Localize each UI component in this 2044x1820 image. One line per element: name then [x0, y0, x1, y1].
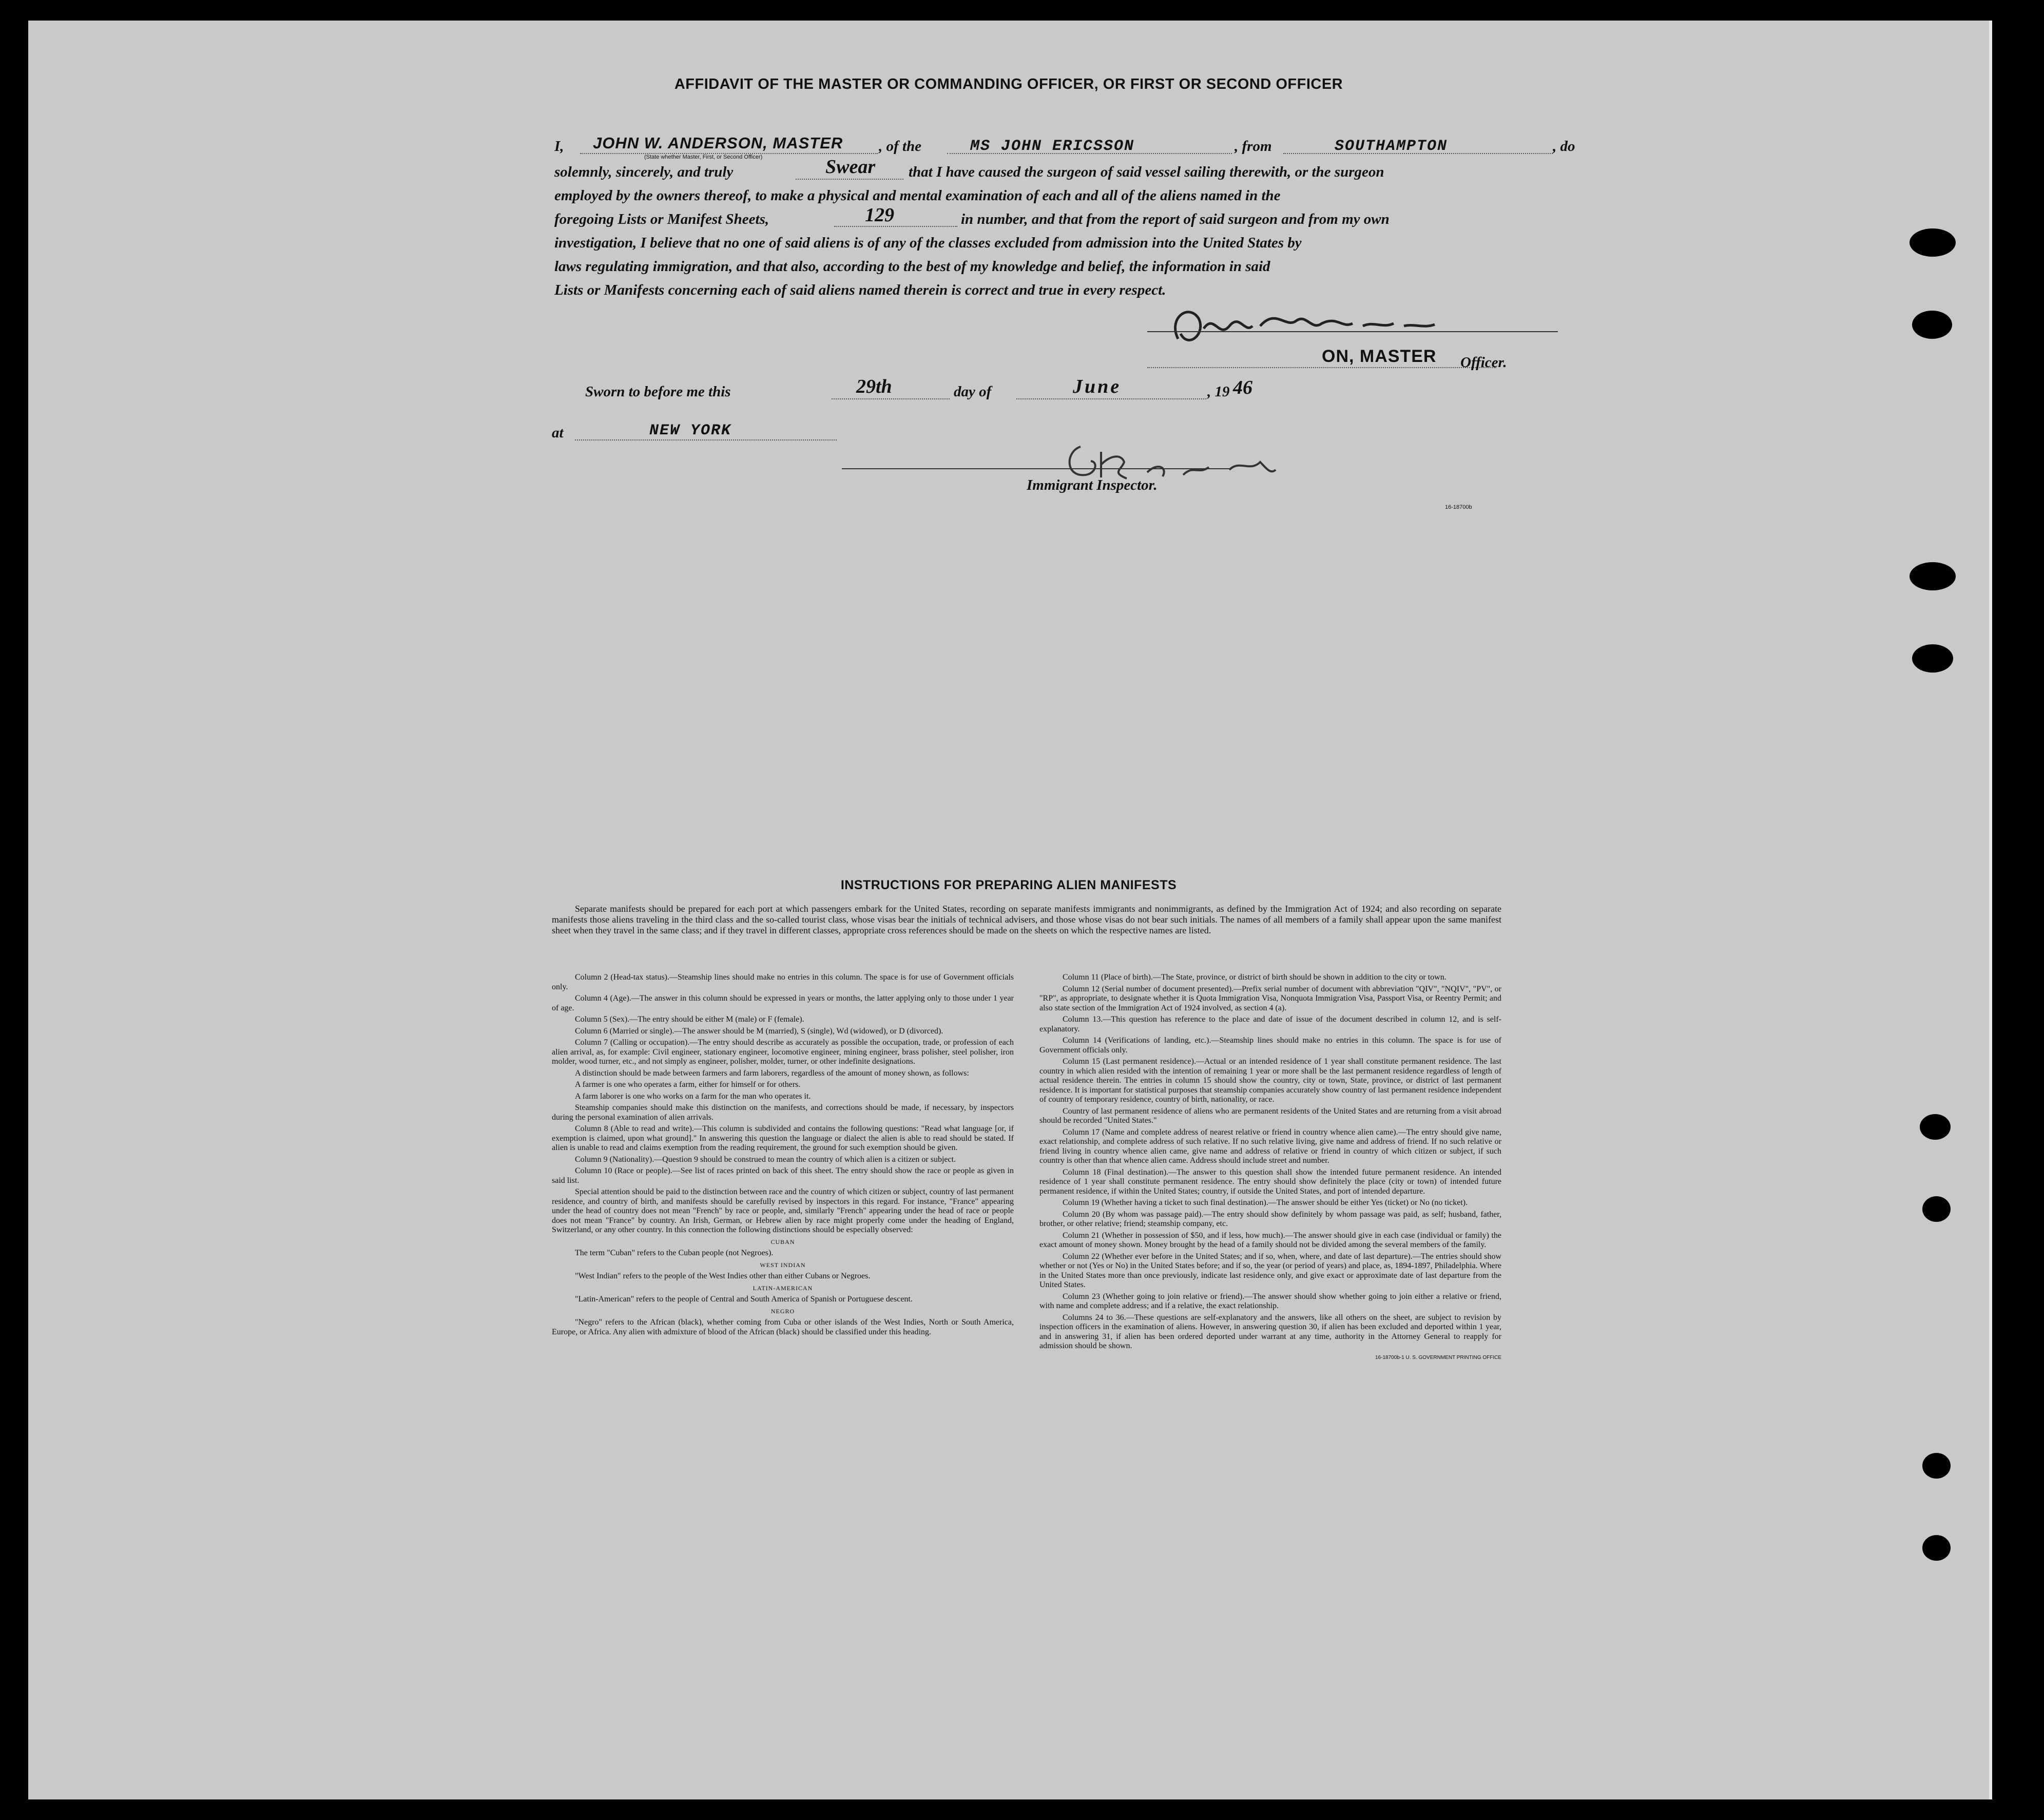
of-the-label: , of the: [879, 138, 921, 155]
state-note: (State whether Master, First, or Second Officer): [644, 154, 763, 160]
affidavit-line-7: Lists or Manifests concerning each of said aliens named therein is correct and true in every respect.: [554, 282, 1166, 298]
i-label: I,: [554, 138, 564, 155]
heading-negro: NEGRO: [770, 1307, 795, 1315]
at-label: at: [552, 425, 564, 441]
left-para-1: Column 2 (Head-tax status).—Steamship lines should make no entries in this column. The space is for use of Government officials only.: [552, 973, 1014, 991]
right-para-3: Column 13.—This question has reference to the place and date of issue of the document described in column 12, and is self-explanatory.: [1039, 1015, 1501, 1033]
left-para-4: Column 6 (Married or single).—The answer should be M (married), S (single), Wd (widowed), or D (divorced).: [575, 1026, 943, 1036]
right-para-11: Column 21 (Whether in possession of $50, and if less, how much).—The answer should give in each case (individual or family) the exact amount of money shown. Money brought by the head of a family should not be divided among the several members of the family.: [1039, 1231, 1501, 1249]
right-para-13: Column 23 (Whether going to join relative or friend).—The answer should show whether going to join either a relative or friend, with name and complete address; and if a relative, the exact relationship.: [1039, 1292, 1501, 1310]
punch-hole: [1912, 311, 1952, 339]
left-para-7: A farmer is one who operates a farm, either for himself or for others.: [575, 1080, 801, 1089]
day-of-label: day of: [954, 384, 992, 400]
month-rule: [1016, 398, 1206, 399]
punch-hole: [1912, 644, 1953, 673]
left-para-3: Column 5 (Sex).—The entry should be either M (male) or F (female).: [575, 1015, 804, 1024]
negro-para: "Negro" refers to the African (black), whether coming from Cuba or other islands of the West Indies, North or South America, Europe, or Africa. Any alien with admixture of blood of the African (black) should be classified under this heading.: [552, 1318, 1014, 1336]
latin-american-para: "Latin-American" refers to the people of Central and South America of Spanish or Portuguese descent.: [575, 1295, 913, 1304]
sworn-label: Sworn to before me this: [585, 384, 731, 400]
left-para-8: A farm laborer is one who works on a farm for the man who operates it.: [575, 1091, 811, 1101]
west-indian-para: "West Indian" refers to the people of the West Indies other than either Cubans or Negroes.: [575, 1272, 871, 1280]
left-para-10: Column 8 (Able to read and write).—This column is subdivided and contains the following questions: "Read what language [or, if exemption is claimed, upon what ground]." In answering this question the language or dialect the alien is able to read should be stated. If alien is unable to read and claims exemption from the reading requirement, the ground for such exemption should be given.: [552, 1124, 1014, 1152]
document-page: [28, 21, 1992, 1799]
affidavit-title: AFFIDAVIT OF THE MASTER OR COMMANDING OFFICER, OR FIRST OR SECOND OFFICER: [674, 76, 1343, 92]
printing-office-footer: 16-18700b-1 U. S. GOVERNMENT PRINTING OFFICE: [1375, 1354, 1501, 1361]
punch-hole: [1910, 228, 1956, 257]
sworn-day: 29th: [856, 376, 892, 397]
heading-latin-american: LATIN-AMERICAN: [753, 1284, 813, 1292]
punch-hole: [1922, 1535, 1951, 1561]
sworn-place: NEW YORK: [649, 422, 732, 439]
instructions-left-column: [552, 973, 1014, 1339]
left-para-13: Special attention should be paid to the distinction between race and the country of which citizen or subject, country of last permanent residence, and country of birth, and manifests should be carefully revised by inspectors in this regard. For instance, "France" appearing under the head of country does not mean "French" by race or people, and, similarly "French" appearing under the head of race or people does not mean "France" by country. An Irish, German, or Hebrew alien by race might properly come under the heading of England, Switzerland, or any other country. In this connection the following distinctions should be especially observed:: [552, 1187, 1014, 1234]
left-para-2: Column 4 (Age).—The answer in this column should be expressed in years or months, the latter applying only to those under 1 year of age.: [552, 994, 1014, 1012]
left-para-9: Steamship companies should make this distinction on the manifests, and corrections should be made, if necessary, by inspectors during the personal examination of alien arrivals.: [552, 1103, 1014, 1122]
vessel-name: MS JOHN ERICSSON: [970, 138, 1135, 155]
line2-text-a: solemnly, sincerely, and truly: [554, 164, 734, 180]
day-rule: [832, 398, 950, 399]
sworn-line: [585, 376, 1355, 406]
instructions-intro: Separate manifests should be prepared for each port at which passengers embark for the United States, recording on separate manifests immigrants and nonimmigrants, as defined by the Immigration Act of 1924; and also recording on separate manifests those aliens traveling in the third class and the so-called tourist class, whose visas bear the initials of technical advisers, and those whose visas do not bear such initials. The names of all members of a family shall appear upon the same manifest sheet when they travel in the same class; and if they travel in different classes, appropriate cross references should be made on the sheets on which the respective names are listed.: [552, 904, 1501, 935]
left-para-5: Column 7 (Calling or occupation).—The entry should describe as accurately as possible the occupation, trade, or profession of each alien arrival, as, for example: Civil engineer, stationary engineer, locomotive engineer, mining engineer, brass polisher, steel polisher, iron molder, wood turner, etc., and not simply as engineer, polisher, molder, turner, or other indefinite designations.: [552, 1038, 1014, 1066]
master-name: JOHN W. ANDERSON, MASTER: [593, 134, 843, 152]
right-para-8: Column 18 (Final destination).—The answer to this question shall show the intended future permanent residence. An intended residence of 1 year shall constitute permanent residence. The entry should show definitely the place (city or town) of intended future permanent residence, if within the United States; country, if outside the United States, and port of intended departure.: [1039, 1167, 1501, 1196]
vessel-rule: [947, 153, 1232, 154]
place-line: [552, 421, 1065, 447]
oath-word: Swear: [825, 156, 876, 178]
punch-hole: [1922, 1453, 1951, 1479]
right-para-1: Column 11 (Place of birth).—The State, province, or district of birth should be shown in addition to the city or town.: [1063, 973, 1447, 982]
affidavit-line-4: [554, 204, 1581, 231]
officer-stamp: ON, MASTER: [1322, 347, 1437, 366]
right-para-5: Column 15 (Last permanent residence).—Actual or an intended residence of 1 year shall constitute permanent residence. The last country in which alien resided with the intention of remaining 1 year or more shall be the last permanent residence regardless of length of actual residence therein. The entries in column 15 should show the country, city or town, State, province, or district of last permanent residence. It is important for statistical purposes that steamship companies accurately show country of last permanent residence independent of country of temporary residence, country of birth, nationality, or race.: [1039, 1057, 1501, 1104]
affidavit-line-5: investigation, I believe that no one of said aliens is of any of the classes excluded from admission into the United States by: [554, 235, 1302, 251]
do-label: , do: [1553, 138, 1575, 155]
punch-hole: [1922, 1196, 1951, 1222]
right-para-9: Column 19 (Whether having a ticket to such final destination).—The answer should be either Yes (ticket) or No (no ticket).: [1063, 1198, 1468, 1207]
right-para-4: Column 14 (Verifications of landing, etc.).—Steamship lines should make no entries in this column. The space is for use of Government officials only.: [1039, 1036, 1501, 1055]
instructions-right-column: [1039, 973, 1501, 1363]
affidavit-line-3: employed by the owners thereof, to make a physical and mental examination of each and all of the aliens named in the: [554, 187, 1281, 204]
inspector-label: Immigrant Inspector.: [1027, 477, 1158, 493]
sworn-month: June: [1073, 376, 1122, 397]
right-para-2: Column 12 (Serial number of document presented).—Prefix serial number of document with abbreviation "QIV", "NQIV", "PV", or "RP", as appropriate, to designate whether it is Quota Immigration Visa, Nonquota Immigration Visa, Passport Visa, or Reentry Permit; and also state section of the Immigration Act of 1924 involved, as section 4 (a).: [1039, 984, 1501, 1012]
count-rule: [834, 226, 957, 227]
punch-hole: [1920, 1114, 1951, 1140]
signature-rule: [1147, 331, 1558, 332]
port-name: SOUTHAMPTON: [1335, 138, 1448, 155]
inspector-rule: [842, 468, 1232, 469]
year-prefix: , 19: [1207, 384, 1230, 400]
from-label: , from: [1235, 138, 1272, 155]
port-rule: [1283, 153, 1553, 154]
form-number: 16-18700b: [1445, 504, 1472, 510]
heading-cuban: CUBAN: [770, 1238, 795, 1246]
cuban-para: The term "Cuban" refers to the Cuban people (not Negroes).: [575, 1249, 774, 1257]
line4-text-a: foregoing Lists or Manifest Sheets,: [554, 211, 769, 227]
line2-text-b: that I have caused the surgeon of said vessel sailing therewith, or the surgeon: [909, 164, 1384, 180]
right-para-6: Country of last permanent residence of aliens who are permanent residents of the United States and are returning from a visit abroad should be recorded "United States.": [1039, 1106, 1501, 1125]
line4-text-b: in number, and that from the report of said surgeon and from my own: [961, 211, 1390, 227]
officer-rule: [1147, 367, 1496, 368]
right-para-14: Columns 24 to 36.—These questions are self-explanatory and the answers, like all others on the sheet, are subject to revision by inspection officers in the examination of aliens. However, in answering question 30, if alien has been excluded and deported within 1 year, and in answering 31, if alien has been ordered deported under warrant at any time, authority in the Attorney General to reapply for admission should be shown.: [1039, 1313, 1501, 1350]
left-para-12: Column 10 (Race or people).—See list of races printed on back of this sheet. The entry should show the race or people as given in said list.: [552, 1166, 1014, 1185]
left-para-11: Column 9 (Nationality).—Question 9 should be construed to mean the country of which alien is a citizen or subject.: [575, 1155, 956, 1164]
affidavit-line-6: laws regulating immigration, and that also, according to the best of my knowledge and belief, the information in said: [554, 258, 1270, 275]
right-para-10: Column 20 (By whom was passage paid).—The entry should show definitely by whom passage was paid, as self; husband, father, brother, or other relative; friend; steamship company, etc.: [1039, 1210, 1501, 1228]
right-para-12: Column 22 (Whether ever before in the United States; and if so, when, where, and date of last departure).—The entries should show whether or not (Yes or No) in the United States before; and if so, the year (or period of years) and place, as, 1894-1897, Philadelphia. Where in the United States more than once previously, indicate last residence only, and give exact or approximate date of last departure from the United States.: [1039, 1252, 1501, 1289]
heading-west-indian: WEST INDIAN: [760, 1261, 806, 1269]
sworn-year: 46: [1233, 377, 1252, 398]
right-para-7: Column 17 (Name and complete address of nearest relative or friend in country whence alien came).—The entry should give name, exact relationship, and complete address of such relative. If no such relative living, give name and address of friend. If no such relative or friend living in country whence alien came, give name and address of relative or friend in country of which citizen or subject, if such country is other than that whence alien came. Address should include street and number.: [1039, 1127, 1501, 1165]
left-para-6: A distinction should be made between farmers and farm laborers, regardless of the amount of money shown, as follows:: [575, 1068, 969, 1078]
place-rule: [575, 439, 837, 440]
officer-label: Officer.: [1460, 354, 1507, 371]
punch-hole: [1910, 562, 1956, 590]
instructions-title: INSTRUCTIONS FOR PREPARING ALIEN MANIFESTS: [840, 878, 1177, 892]
alien-count: 129: [865, 204, 894, 226]
oath-rule: [796, 179, 903, 180]
